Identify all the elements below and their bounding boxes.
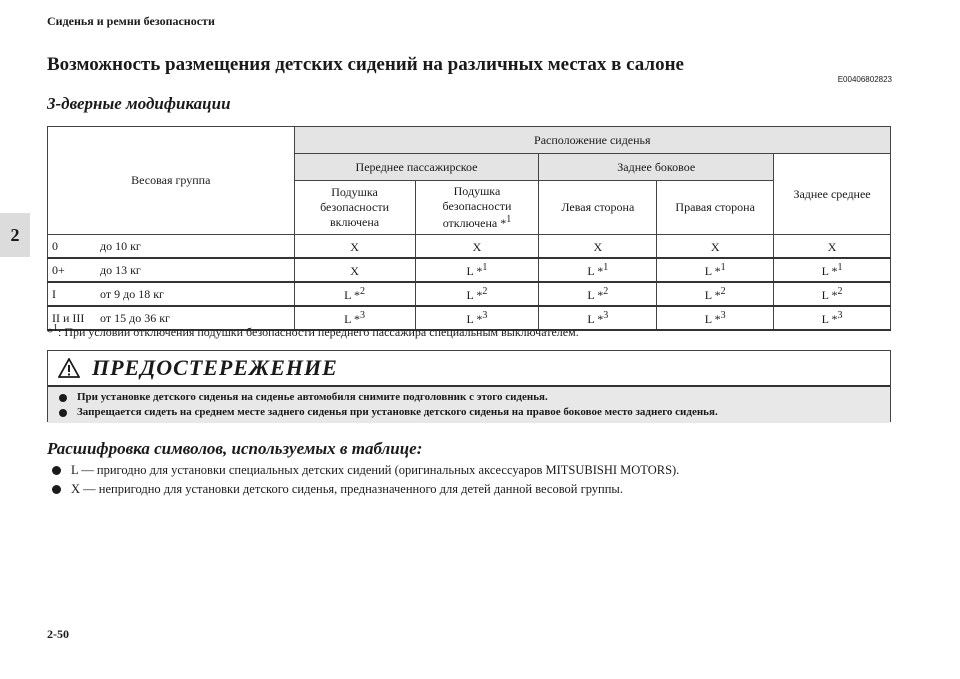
warning-item-text: Запрещается сидеть на среднем месте заднего сиденья при установке детского сиденья на правое боковое место заднего сиденья.: [77, 406, 718, 418]
legend-item-text: L — пригодно для установки специальных детских сидений (оригинальных аксессуаров MITSUBISHI MOTORS).: [71, 463, 680, 477]
header-weight-group: Весовая группа: [48, 127, 295, 235]
header-front-passenger: Переднее пассажирское: [294, 154, 539, 181]
warning-item: [56, 390, 882, 405]
table-cell: [774, 282, 891, 306]
child-seat-table: [47, 126, 891, 331]
table-cell: [294, 258, 415, 282]
header-airbag-off: [415, 181, 539, 235]
cell-sup: 1: [720, 261, 726, 273]
table-row: [48, 258, 891, 282]
bullet-icon: [59, 409, 67, 417]
warning-box: [47, 350, 891, 422]
cell-value: L *: [466, 287, 483, 302]
group-label: II и III: [52, 310, 85, 325]
cell-value: L *: [587, 263, 604, 278]
cell-sup: 2: [837, 285, 843, 297]
warning-item-text: При установке детского сиденья на сиденье автомобиля снимите подголовник с этого сиденья.: [77, 391, 548, 403]
table-cell: [774, 306, 891, 330]
page-number: 2-50: [47, 627, 69, 641]
cell-value: L *: [704, 263, 721, 278]
group-label: I: [52, 286, 56, 301]
bullet-icon: [52, 466, 61, 475]
group-label: 0+: [52, 262, 65, 277]
cell-value: X: [350, 239, 359, 254]
footnote-sup: 1: [53, 323, 58, 334]
cell-value: X: [593, 239, 603, 254]
table-cell: [415, 258, 539, 282]
cell-sup: 3: [720, 309, 726, 321]
cell-value: L *: [587, 287, 604, 302]
legend-item-text: X — непригодно для установки детского сиденья, предназначенного для детей данной весовой группы.: [71, 482, 623, 496]
footnote-ref: 1: [506, 214, 512, 225]
table-cell: [657, 258, 774, 282]
cell-sup: 3: [482, 309, 488, 321]
table-cell: [539, 282, 657, 306]
cell-value: L *: [466, 263, 483, 278]
header-left-side: Левая сторона: [539, 181, 657, 235]
running-header: Сиденья и ремни безопасности: [47, 14, 215, 28]
table-cell: [774, 235, 891, 259]
weight-cell: [48, 282, 295, 306]
legend-list: [52, 461, 679, 499]
table-cell: [539, 258, 657, 282]
header-airbag-off-text: Подушка безопасности отключена *: [442, 184, 512, 230]
cell-value: L *: [587, 311, 604, 326]
cell-value: L *: [821, 263, 838, 278]
weight-range: до 10 кг: [100, 238, 141, 253]
weight-range: от 15 до 36 кг: [100, 310, 170, 325]
cell-value: L *: [344, 311, 360, 326]
bullet-icon: [52, 485, 61, 494]
warning-body: [48, 387, 890, 423]
cell-value: X: [472, 239, 482, 254]
cell-sup: 1: [837, 261, 843, 273]
table-cell: [774, 258, 891, 282]
table-row: [48, 235, 891, 259]
cell-value: X: [350, 263, 359, 278]
chapter-tab: 2: [0, 213, 30, 257]
cell-value: L *: [344, 287, 360, 302]
table-cell: [294, 282, 415, 306]
header-rear-center: Заднее среднее: [774, 154, 891, 235]
footnote-mark: *: [47, 325, 53, 339]
warning-triangle-icon: [58, 358, 80, 378]
warning-header: [48, 351, 890, 387]
footnote-text: : При условии отключения подушки безопасности переднего пассажира специальным выключателем.: [58, 325, 579, 339]
table-footnote: [47, 323, 579, 340]
legend-title: Расшифровка символов, используемых в таблице:: [47, 439, 423, 458]
cell-sup: 3: [837, 309, 843, 321]
table-cell: [539, 235, 657, 259]
section-subtitle: 3-дверные модификации: [47, 94, 231, 113]
weight-cell: [48, 235, 295, 259]
cell-sup: 3: [603, 309, 609, 321]
table-cell: [657, 306, 774, 330]
cell-sup: 1: [482, 261, 488, 273]
table-row: [48, 282, 891, 306]
table-cell: [657, 282, 774, 306]
cell-sup: 2: [720, 285, 726, 297]
table-cell: [415, 282, 539, 306]
header-right-side: Правая сторона: [657, 181, 774, 235]
warning-item: [56, 405, 882, 420]
cell-sup: 1: [603, 261, 609, 273]
header-rear-side: Заднее боковое: [539, 154, 774, 181]
list-item: [52, 480, 679, 499]
header-airbag-on: Подушка безопасности включена: [294, 181, 415, 235]
warning-title: ПРЕДОСТЕРЕЖЕНИЕ: [92, 355, 338, 380]
table-cell: [294, 235, 415, 259]
weight-cell: [48, 258, 295, 282]
cell-sup: 2: [360, 285, 365, 297]
cell-value: X: [827, 239, 837, 254]
cell-sup: 3: [360, 309, 365, 321]
weight-range: до 13 кг: [100, 262, 141, 277]
cell-value: L *: [704, 311, 721, 326]
bullet-icon: [59, 394, 67, 402]
cell-sup: 2: [603, 285, 609, 297]
group-label: 0: [52, 238, 58, 253]
page-title: Возможность размещения детских сидений на различных местах в салоне: [47, 54, 684, 75]
cell-value: L *: [466, 311, 483, 326]
cell-value: L *: [704, 287, 721, 302]
weight-range: от 9 до 18 кг: [100, 286, 164, 301]
cell-sup: 2: [482, 285, 488, 297]
list-item: [52, 461, 679, 480]
cell-value: L *: [821, 287, 838, 302]
document-code: E00406802823: [837, 75, 892, 84]
cell-value: X: [710, 239, 720, 254]
table-cell: [415, 235, 539, 259]
cell-value: L *: [821, 311, 838, 326]
header-seat-location: Расположение сиденья: [294, 127, 890, 154]
table-cell: [657, 235, 774, 259]
